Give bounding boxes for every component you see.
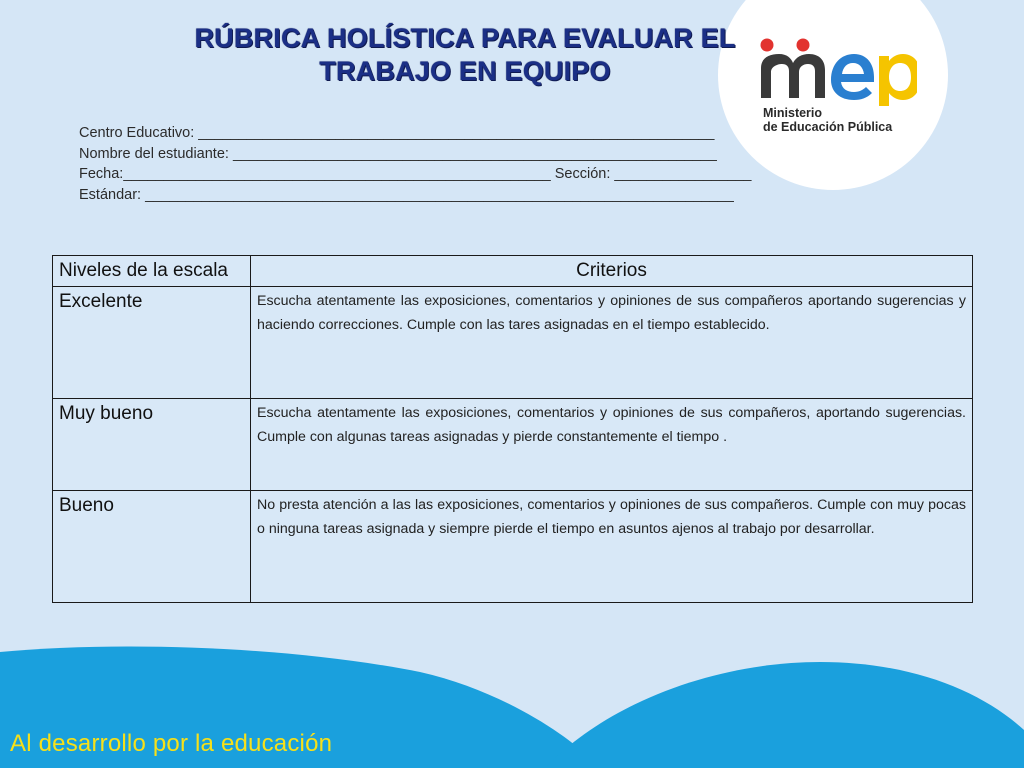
level-excelente: Excelente	[53, 287, 251, 399]
table-row	[53, 287, 973, 399]
table-row	[53, 399, 973, 491]
ministry-line2: de Educación Pública	[763, 120, 893, 134]
header-criteria: Criterios	[251, 256, 973, 287]
ministry-name	[763, 106, 923, 134]
right-wave	[545, 662, 1024, 768]
table-header-row	[53, 256, 973, 287]
title-line2: TRABAJO EN EQUIPO	[319, 56, 611, 86]
table-row	[53, 491, 973, 603]
level-bueno: Bueno	[53, 491, 251, 603]
form-nombre-estudiante[interactable]: Nombre del estudiante: ____________________________________________________________	[79, 145, 717, 162]
criteria-muy-bueno: Escucha atentamente las exposiciones, comentarios y opiniones de sus compañeros, aportando sugerencias. Cumple con algunas tareas asignadas y pierde constantemente el tiempo .	[251, 399, 973, 491]
title-line1: RÚBRICA HOLÍSTICA PARA EVALUAR EL	[194, 23, 736, 53]
footer-slogan: Al desarrollo por la educación	[10, 730, 333, 757]
form-fecha-seccion[interactable]: Fecha:_____________________________________________________ Sección: _________________	[79, 166, 752, 182]
form-fields	[79, 123, 769, 205]
header-levels: Niveles de la escala	[53, 256, 251, 287]
form-estandar[interactable]: Estándar: _________________________________________________________________________	[79, 186, 734, 203]
page-title	[120, 22, 810, 88]
rubric-table	[52, 255, 973, 603]
level-muy-bueno: Muy bueno	[53, 399, 251, 491]
ministry-line1: Ministerio	[763, 106, 823, 120]
criteria-bueno: No presta atención a las las exposiciones, comentarios y opiniones de sus compañeros. Cumple con muy pocas o ninguna tareas asignada y siempre pierde el tiempo en asuntos ajenos al trabajo por desarrollar.	[251, 491, 973, 603]
criteria-excelente: Escucha atentamente las exposiciones, comentarios y opiniones de sus compañeros aportando sugerencias y haciendo correcciones. Cumple con las tares asignadas en el tiempo establecido.	[251, 287, 973, 399]
form-centro-educativo[interactable]: Centro Educativo: ________________________________________________________________	[79, 125, 715, 141]
